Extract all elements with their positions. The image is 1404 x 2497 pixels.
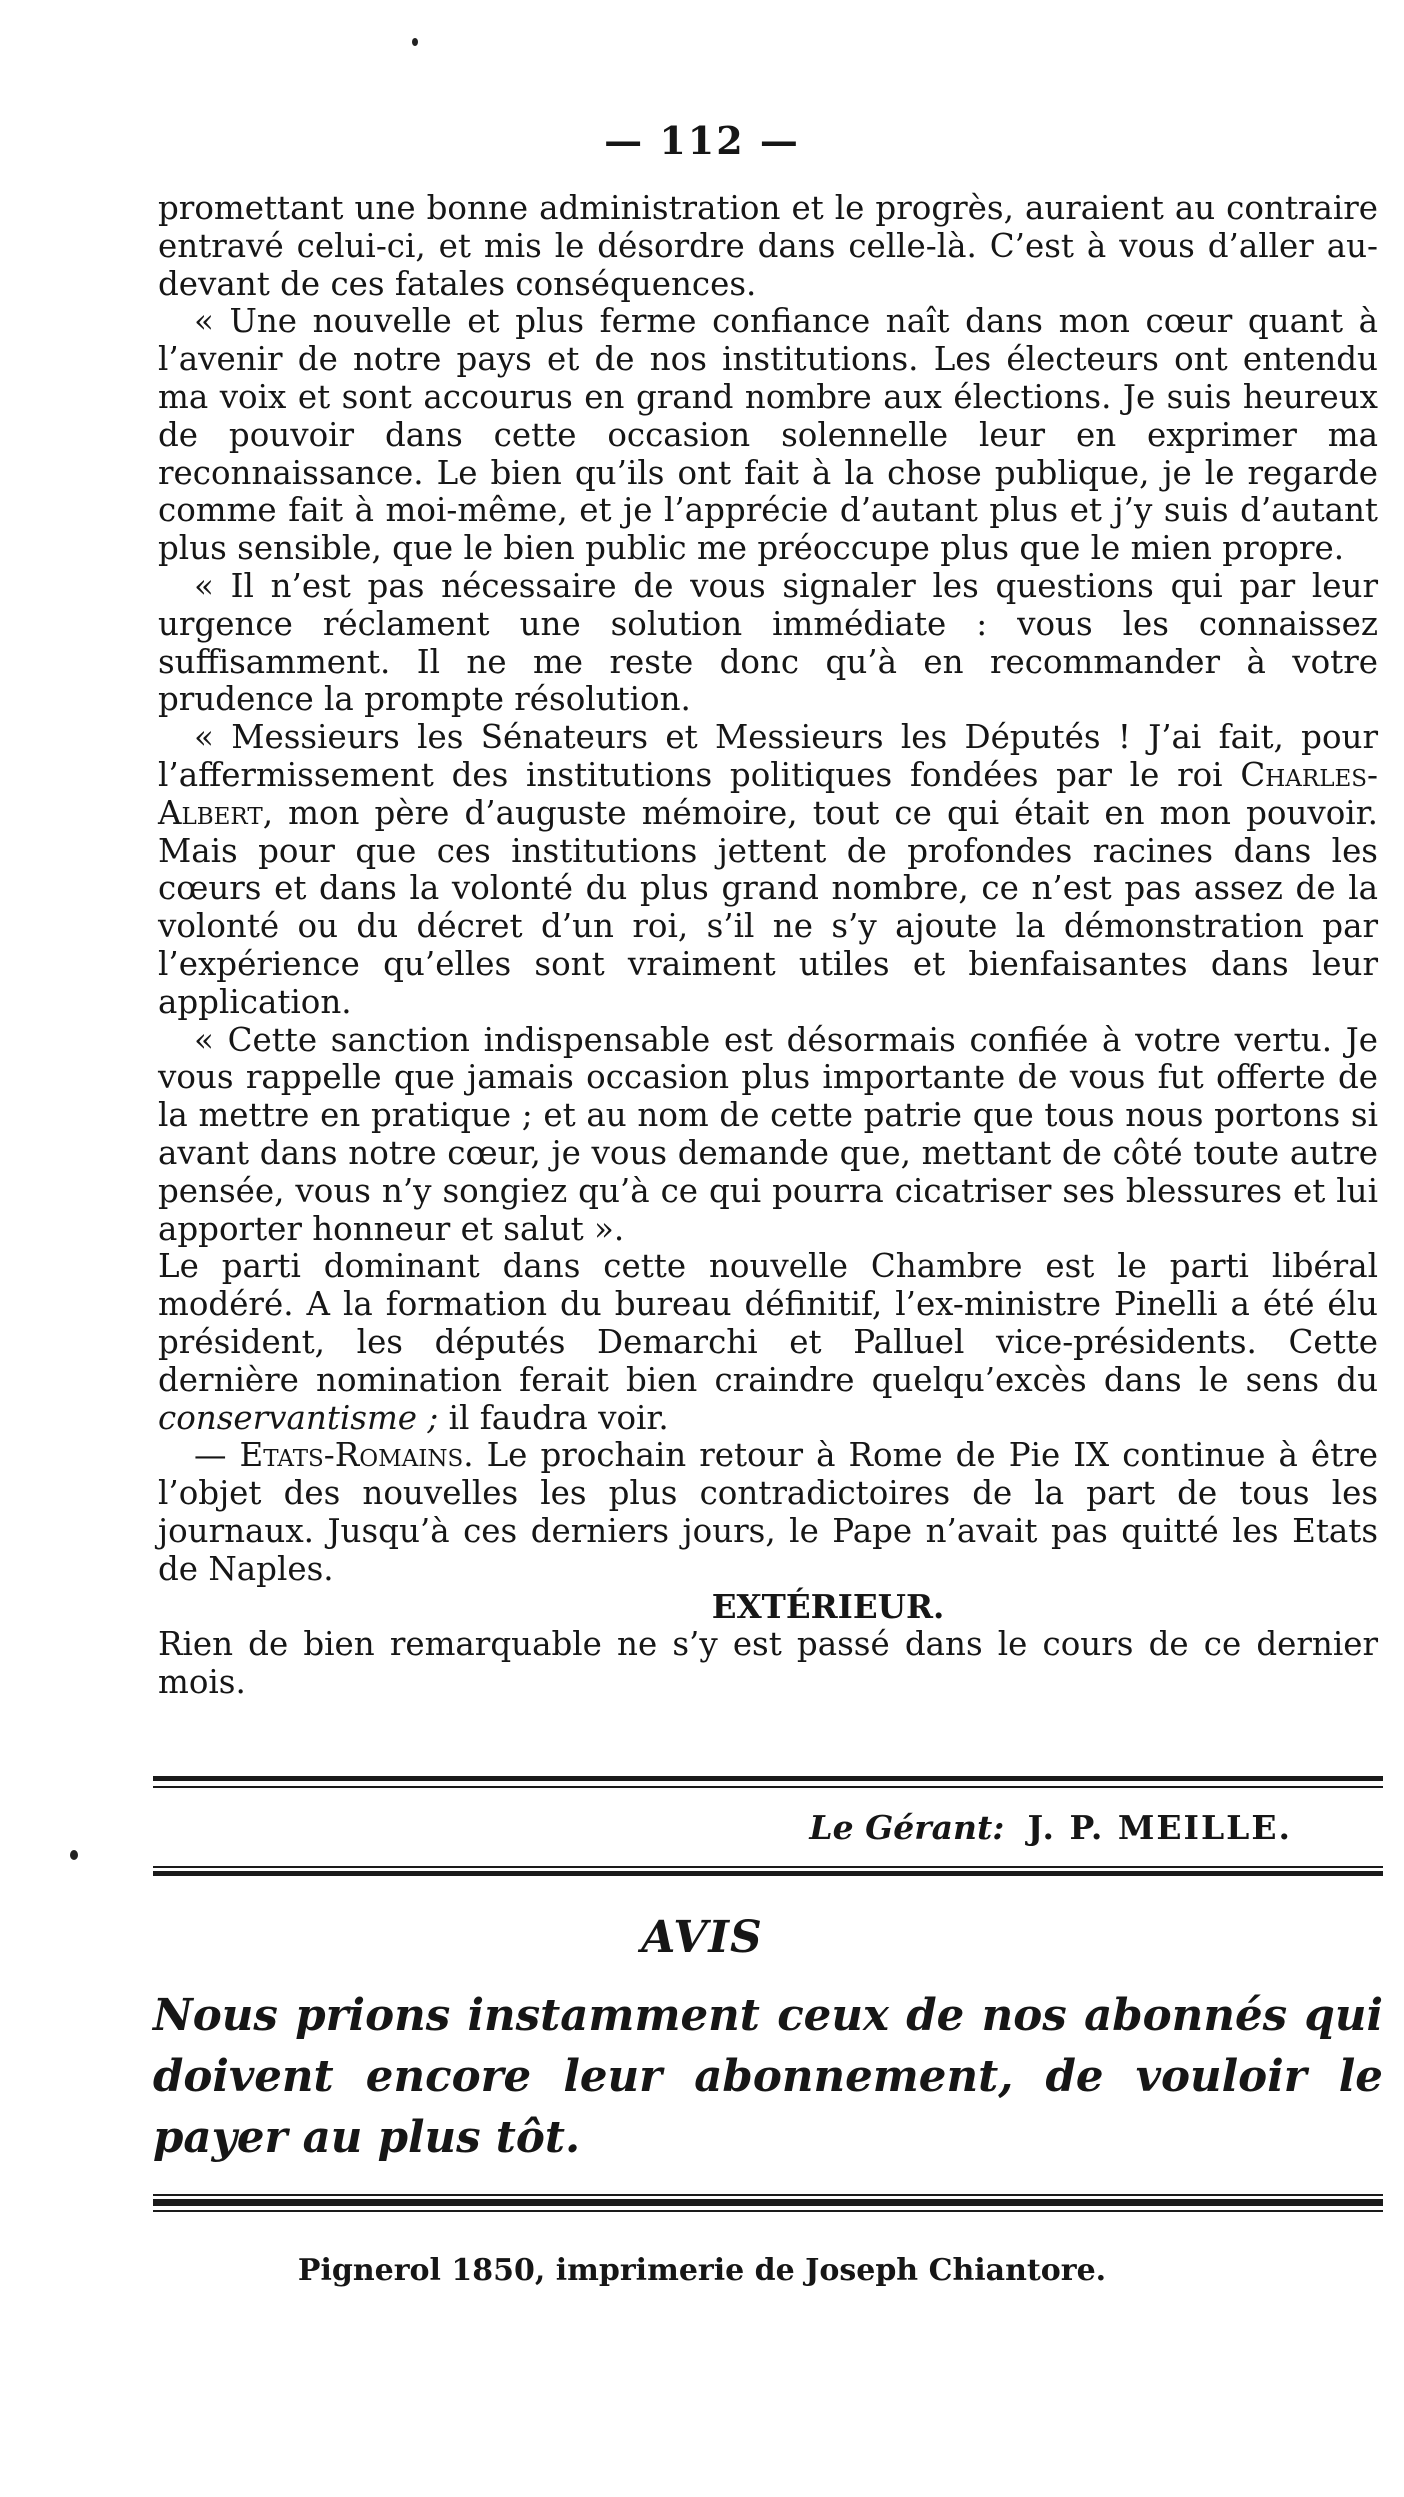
paragraph-5: « Cette sanction indispensable est désormais confiée à votre vertu. Je vous rappelle que jamais occasion plus importante de vous fut offerte de la mettre en pratique ; et au nom de cette patrie que tous nous portons si avant dans notre cœur, je vous demande que, mettant de côté toute autre pensée, vous n’y songiez qu’à ce qui pourra cicatriser ses blessures et lui apporter honneur et salut ».	[158, 1020, 1378, 1248]
paragraph-4	[158, 719, 1378, 1021]
divider-thick-2	[153, 1871, 1383, 1876]
paragraph-1: promettant une bonne administration et le progrès, auraient au contraire entravé celui-ci, et mis le désordre dans celle-là. C’est à vous d’aller au-devant de ces fatales conséquences.	[158, 189, 1378, 303]
exterieur-paragraph: Rien de bien remarquable ne s’y est passé dans le cours de ce dernier mois.	[158, 1625, 1378, 1702]
paragraph-3: « Il n’est pas nécessaire de vous signaler les questions qui par leur urgence réclament une solution immédiate : vous les connaissez suffisamment. Il ne me reste donc qu’à en recommander à votre prudence la prompte résolution.	[158, 566, 1378, 719]
divider-thick	[153, 1776, 1383, 1781]
paragraph-7-end: Le prochain retour à Rome de Pie IX continue à être l’objet des nouvelles les plus contradictoires de la part de tous les journaux. Jusqu’à ces derniers jours, le Pape n’avait pas quitté les Etats de Naples.	[158, 1436, 1378, 1588]
paragraph-4-start: « Messieurs les Sénateurs et Messieurs les Députés ! J’ai fait, pour l’affermissement des institutions politiques fondées par le roi	[158, 718, 1378, 794]
ink-speck	[412, 38, 418, 46]
divider-thin	[153, 1786, 1383, 1788]
divider-thick-3	[153, 2199, 1383, 2206]
article-body	[158, 190, 1378, 1702]
divider-thin-3	[153, 2194, 1383, 2196]
paragraph-6-start: Le parti dominant dans cette nouvelle Chambre est le parti libéral modéré. A la formation du bureau définitif, l’ex-ministre Pinelli a été élu président, les députés Demarchi et Palluel vice-présidents. Cette dernière nomination ferait bien craindre quelqu’excès dans le sens du	[158, 1247, 1378, 1399]
gerant-label: Le Gérant:	[809, 1808, 1005, 1847]
gerant-signature	[809, 1808, 1292, 1847]
paragraph-6	[158, 1248, 1378, 1437]
paragraph-2: « Une nouvelle et plus ferme confiance naît dans mon cœur quant à l’avenir de notre pays et de nos institutions. Les électeurs ont entendu ma voix et sont accourus en grand nombre aux élections. Je suis heureux de pouvoir dans cette occasion solennelle leur en exprimer ma reconnaissance. Le bien qu’ils ont fait à la chose publique, je le regarde comme fait à moi-même, et je l’apprécie d’autant plus et j’y suis d’autant plus sensible, que le bien public me préoccupe plus que le mien propre.	[158, 302, 1378, 568]
divider-thin-2	[153, 1866, 1383, 1868]
paragraph-6-italic: conservantisme ;	[158, 1398, 439, 1437]
avis-title: AVIS	[641, 1912, 763, 1963]
ink-speck	[70, 1850, 78, 1860]
paragraph-6-end: il faudra voir.	[438, 1398, 669, 1437]
exterieur-heading: EXTÉRIEUR.	[711, 1587, 945, 1627]
paragraph-4-end: , mon père d’auguste mémoire, tout ce qui était en mon pouvoir. Mais pour que ces institutions jettent de profondes racines dans les cœurs et dans la volonté du plus grand nombre, ce n’est pas assez de la volonté ou du décret d’un roi, s’il ne s’y ajoute la démonstration par l’expérience qu’elles sont vraiment utiles et bienfaisantes dans leur application.	[158, 793, 1378, 1021]
paragraph-7	[158, 1437, 1378, 1588]
section-name-etats-romains: Etats-Romains.	[239, 1436, 474, 1475]
paragraph-7-dash: —	[194, 1436, 240, 1475]
imprint-line: Pignerol 1850, imprimerie de Joseph Chiantore.	[297, 2253, 1107, 2288]
avis-text: Nous prions instamment ceux de nos abonnés qui doivent encore leur abonnement, de vouloir le payer au plus tôt.	[153, 1990, 1383, 2163]
king-name: Charles-Albert	[158, 755, 1378, 832]
divider-thin-4	[153, 2210, 1383, 2212]
gerant-name: J. P. MEILLE.	[1027, 1808, 1292, 1847]
page-number: — 112 —	[604, 118, 800, 163]
